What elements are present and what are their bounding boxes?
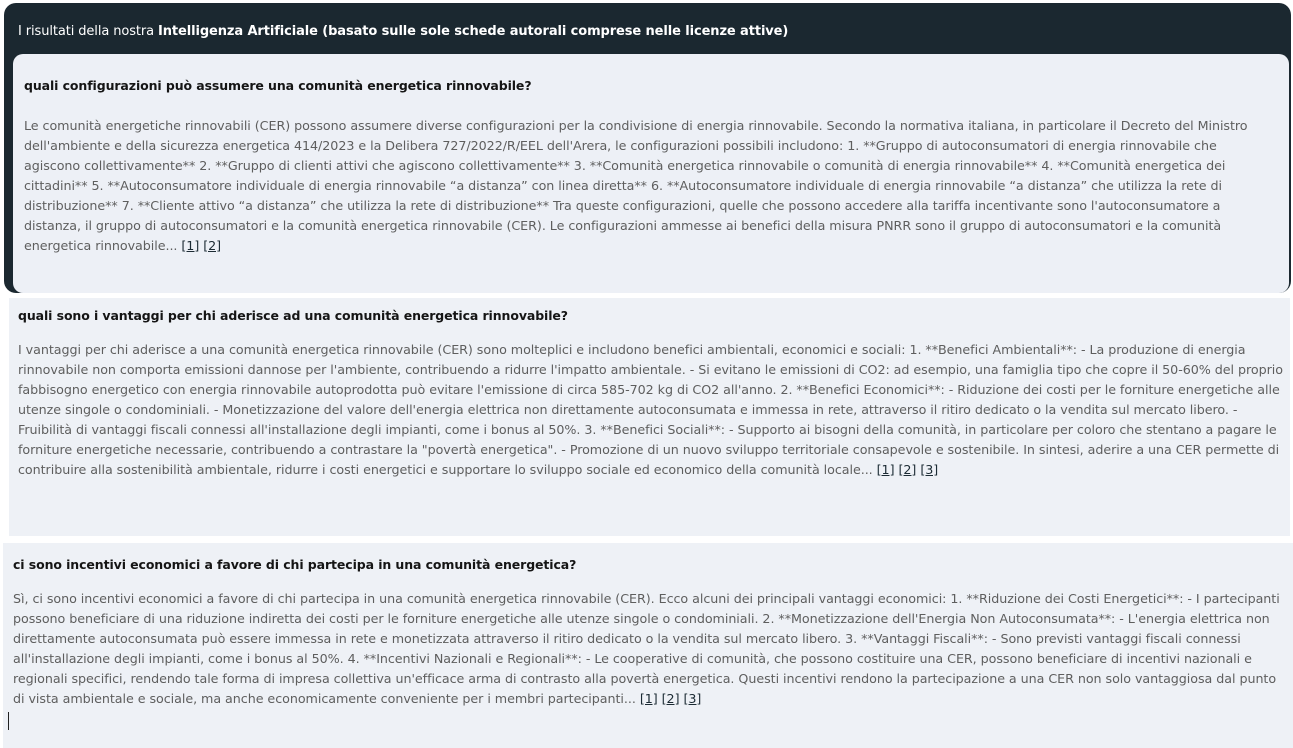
header-prefix: I risultati della nostra bbox=[18, 24, 159, 39]
reference-links bbox=[877, 462, 942, 477]
answer-body: Sì, ci sono incentivi economici a favore di chi partecipa in una comunità energetica rinnovabile (CER). Ecco alcuni dei principali vantaggi economici: 1. **Riduzione dei Costi Energetici**: - I partecipanti possono beneficiare di una riduzione indiretta dei costi per le forniture energetiche alle utenze singole o condominiali. 2. **Monetizzazione dell'Energia Non Autoconsumata**: - L'energia elettrica non direttamente autoconsumata può essere immessa in rete e monetizzata attraverso il ritiro dedicato o la vendita sul mercato libero. 3. **Vantaggi Fiscali**: - Sono previsti vantaggi fiscali connessi all'installazione degli impianti, come i bonus al 50%. 4. **Incentivi Nazionali e Regionali**: - Le cooperative di comunità, che possono costituire una CER, possono beneficiare di incentivi nazionali e regionali specifici, rendendo tale forma di impresa collettiva un'efficace arma di contrasto alla povertà energetica. Questi incentivi rendono la partecipazione a una CER non solo vantaggiosa dal punto di vista ambientale e sociale, ma anche economicamente conveniente per i membri partecipanti... bbox=[13, 591, 1280, 706]
reference-link-2[interactable]: [2] bbox=[898, 462, 917, 477]
header-bold: Intelligenza Artificiale (basato sulle sole schede autorali comprese nelle licenze attive) bbox=[158, 24, 789, 39]
question-text: quali sono i vantaggi per chi aderisce ad una comunità energetica rinnovabile? bbox=[18, 308, 568, 323]
qa-block bbox=[3, 543, 1293, 748]
qa-block bbox=[9, 298, 1290, 536]
reference-link-3[interactable]: [3] bbox=[683, 691, 702, 706]
answer-text bbox=[13, 589, 1291, 709]
answer-body: Le comunità energetiche rinnovabili (CER) possono assumere diverse configurazioni per la condivisione di energia rinnovabile. Secondo la normativa italiana, in particolare il Decreto del Ministro dell'ambiente e della sicurezza energetica 414/2023 e la Delibera 727/2022/R/EEL dell'Arera, le configurazioni possibili includono: 1. **Gruppo di autoconsumatori di energia rinnovabile che agiscono collettivamente** 2. **Gruppo di clienti attivi che agiscono collettivamente** 3. **Comunità energetica rinnovabile o comunità di energia rinnovabile** 4. **Comunità energetica dei cittadini** 5. **Autoconsumatore individuale di energia rinnovabile “a distanza” con linea diretta** 6. **Autoconsumatore individuale di energia rinnovabile “a distanza” che utilizza la rete di distribuzione** 7. **Cliente attivo “a distanza” che utilizza la rete di distribuzione** Tra queste configurazioni, quelle che possono accedere alla tariffa incentivante sono l'autoconsumatore a distanza, il gruppo di autoconsumatori e la comunità energetica rinnovabile (CER). Le configurazioni ammesse ai benefici della misura PNRR sono il gruppo di autoconsumatori e la comunità energetica rinnovabile... bbox=[24, 118, 1248, 253]
text-cursor bbox=[8, 712, 9, 730]
reference-link-3[interactable]: [3] bbox=[920, 462, 939, 477]
answer-text bbox=[24, 116, 1274, 256]
ai-results-panel bbox=[4, 3, 1291, 293]
panel-header bbox=[18, 24, 788, 39]
question-text: ci sono incentivi economici a favore di chi partecipa in una comunità energetica? bbox=[13, 557, 577, 572]
reference-links bbox=[640, 691, 705, 706]
qa-card bbox=[13, 54, 1289, 293]
question-text: quali configurazioni può assumere una comunità energetica rinnovabile? bbox=[24, 78, 532, 93]
answer-body: I vantaggi per chi aderisce a una comunità energetica rinnovabile (CER) sono molteplici e includono benefici ambientali, economici e sociali: 1. **Benefici Ambientali**: - La produzione di energia rinnovabile non comporta emissioni dannose per l'ambiente, contribuendo a ridurre l'impatto ambientale. - Si evitano le emissioni di CO2: ad esempio, una famiglia tipo che copre il 50-60% del proprio fabbisogno energetico con energia rinnovabile autoprodotta può evitare l'emissione di circa 585-702 kg di CO2 all'anno. 2. **Benefici Economici**: - Riduzione dei costi per le forniture energetiche alle utenze singole o condominiali. - Monetizzazione del valore dell'energia elettrica non direttamente autoconsumata e immessa in rete, attraverso il ritiro dedicato o la vendita sul mercato libero. - Fruibilità di vantaggi fiscali connessi all'installazione degli impianti, come i bonus al 50%. 3. **Benefici Sociali**: - Supporto ai bisogni della comunità, in particolare per coloro che stentano a pagare le forniture energetiche necessarie, contribuendo a contrastare la "povertà energetica". - Promozione di un nuovo sviluppo territoriale consapevole e sostenibile. In sintesi, aderire a una CER permette di contribuire alla sostenibilità ambientale, ridurre i costi energetici e supportare lo sviluppo sociale ed economico della comunità locale... bbox=[18, 342, 1283, 477]
reference-link-1[interactable]: [1] bbox=[181, 238, 200, 253]
reference-link-2[interactable]: [2] bbox=[203, 238, 222, 253]
answer-text bbox=[18, 340, 1283, 480]
reference-link-1[interactable]: [1] bbox=[639, 691, 658, 706]
reference-links bbox=[181, 238, 225, 253]
reference-link-2[interactable]: [2] bbox=[661, 691, 680, 706]
reference-link-1[interactable]: [1] bbox=[876, 462, 895, 477]
